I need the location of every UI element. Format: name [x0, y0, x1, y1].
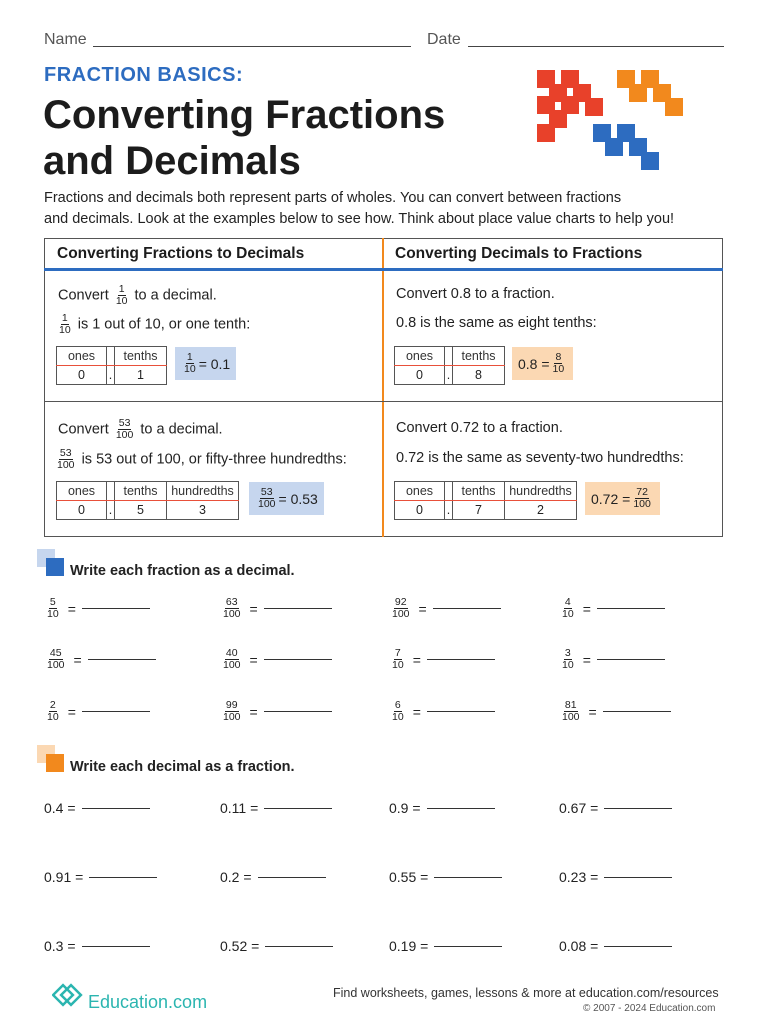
decimal-problem: [44, 938, 150, 954]
ex2-explain: [54, 448, 347, 471]
pv-dot: .: [445, 501, 453, 520]
title-line-1: Converting Fractions: [43, 93, 446, 137]
problem-eq: =: [582, 600, 591, 617]
answer-blank[interactable]: [597, 659, 665, 660]
ex2-explain-num: 53: [59, 447, 72, 459]
problem-den: 100: [392, 608, 410, 620]
pv-header: ones: [57, 482, 107, 501]
ex1-place-value-chart: [56, 346, 167, 385]
ex2-num: 53: [118, 417, 131, 429]
answer-blank[interactable]: [434, 877, 502, 878]
problem-num: 2: [49, 699, 56, 711]
section1-title: Write each fraction as a decimal.: [70, 563, 295, 579]
problem-text: 0.67 =: [559, 800, 599, 816]
problem-text: 0.2 =: [220, 869, 252, 885]
problem-fraction: [561, 597, 575, 620]
pv-value: 8: [453, 366, 505, 385]
problem-fraction: [222, 597, 242, 620]
problem-eq: =: [67, 600, 76, 617]
decimal-problem: [559, 800, 672, 816]
pv-value: 0: [395, 366, 445, 385]
intro-paragraph: [44, 188, 744, 230]
ex4-result-fraction: [632, 487, 652, 510]
ex3-explain: 0.8 is the same as eight tenths:: [396, 315, 597, 331]
ex3-result: [512, 347, 573, 380]
problem-fraction: [46, 648, 66, 671]
answer-blank[interactable]: [89, 877, 157, 878]
fraction-problem: [389, 597, 501, 620]
ex2-result-text: = 0.53: [278, 490, 318, 507]
problem-num: 3: [564, 647, 571, 659]
problem-num: 92: [394, 596, 407, 608]
problem-num: 45: [49, 647, 62, 659]
problem-eq: =: [249, 600, 258, 617]
ex3-result-den: 10: [552, 363, 565, 375]
problem-fraction: [222, 648, 242, 671]
ex1-result-den: 10: [184, 363, 196, 375]
answer-blank[interactable]: [603, 711, 671, 712]
pv-header: hundredths: [505, 482, 577, 501]
pv-value: 7: [453, 501, 505, 520]
pv-header: tenths: [453, 482, 505, 501]
answer-blank[interactable]: [264, 608, 332, 609]
problem-fraction: [46, 700, 60, 723]
answer-blank[interactable]: [604, 877, 672, 878]
problem-text: 0.91 =: [44, 869, 84, 885]
problem-num: 7: [394, 647, 401, 659]
pv-value: 0: [395, 501, 445, 520]
ex1-explain-fraction: [58, 313, 72, 336]
footer-brand[interactable]: Education.com: [88, 992, 208, 1012]
section2-title: Write each decimal as a fraction.: [70, 759, 295, 775]
row-divider: [44, 401, 723, 402]
problem-den: 100: [223, 659, 241, 671]
answer-blank[interactable]: [88, 659, 156, 660]
problem-den: 10: [562, 659, 574, 671]
fraction-problem: [559, 597, 665, 620]
decimal-problem: [389, 869, 502, 885]
fraction-problem: [559, 648, 665, 671]
ex4-result-num: 72: [636, 486, 648, 498]
decimal-problem: [559, 869, 672, 885]
left-heading: Converting Fractions to Decimals: [57, 245, 305, 262]
date-label: Date: [427, 31, 461, 48]
ex1-fraction: [115, 284, 129, 307]
decimal-problem: [389, 800, 495, 816]
name-label: Name: [44, 31, 87, 48]
problem-text: 0.23 =: [559, 869, 599, 885]
fraction-problem: [44, 648, 156, 671]
answer-blank[interactable]: [82, 711, 150, 712]
problem-text: 0.9 =: [389, 800, 421, 816]
page-title: [43, 92, 445, 184]
problem-text: 0.4 =: [44, 800, 76, 816]
section2-square-icon: [46, 754, 64, 772]
pv-value: 0: [57, 501, 107, 520]
problem-eq: =: [249, 651, 258, 668]
ex4-explain: 0.72 is the same as seventy-two hundredths:: [396, 450, 684, 466]
pv-value: 5: [115, 501, 167, 520]
problem-text: 0.55 =: [389, 869, 429, 885]
decimal-problem: [44, 800, 150, 816]
blocks-illustration-icon: [533, 68, 693, 174]
name-field[interactable]: [93, 46, 411, 47]
answer-blank[interactable]: [82, 608, 150, 609]
ex1-result-num: 1: [186, 351, 193, 363]
answer-blank[interactable]: [427, 711, 495, 712]
fraction-problem: [389, 648, 495, 671]
decimal-problem: [220, 800, 332, 816]
answer-blank[interactable]: [597, 608, 665, 609]
ex1-prompt: [58, 284, 217, 307]
ex4-result-den: 100: [633, 498, 651, 510]
ex1-explain: [56, 313, 250, 336]
pv-dot-cell: [445, 482, 453, 501]
pv-header: tenths: [115, 347, 167, 366]
ex1-explain-num: 1: [61, 312, 68, 324]
problem-den: 10: [47, 608, 59, 620]
fraction-problem: [220, 648, 332, 671]
fraction-problem: [44, 597, 150, 620]
ex1-num: 1: [118, 283, 125, 295]
section1-square-icon: [46, 558, 64, 576]
answer-blank[interactable]: [82, 946, 150, 947]
ex3-result-text: 0.8 =: [518, 355, 550, 372]
problem-num: 5: [49, 596, 56, 608]
problem-den: 100: [47, 659, 65, 671]
problem-fraction: [391, 648, 405, 671]
ex2-result-den: 100: [258, 498, 276, 510]
fraction-problem: [44, 700, 150, 723]
ex1-result-fraction: [183, 352, 197, 375]
fraction-problem: [559, 700, 671, 723]
problem-num: 63: [225, 596, 238, 608]
problem-eq: =: [67, 703, 76, 720]
problem-fraction: [391, 597, 411, 620]
problem-text: 0.3 =: [44, 938, 76, 954]
pv-header: hundredths: [167, 482, 239, 501]
ex4-result: [585, 482, 660, 515]
problem-num: 99: [225, 699, 238, 711]
answer-blank[interactable]: [604, 808, 672, 809]
ex1-explain-text: is 1 out of 10, or one tenth:: [77, 316, 251, 333]
ex1-den: 10: [115, 295, 128, 307]
ex2-result-num: 53: [260, 486, 273, 498]
answer-blank[interactable]: [265, 946, 333, 947]
left-heading-rule: [44, 268, 383, 271]
pv-header: tenths: [453, 347, 505, 366]
kicker: FRACTION BASICS:: [44, 64, 244, 86]
problem-den: 10: [392, 659, 404, 671]
ex2-place-value-chart: [56, 481, 239, 520]
ex2-convert-pre: Convert: [58, 421, 109, 438]
problem-den: 10: [562, 608, 574, 620]
fraction-problem: [220, 597, 332, 620]
answer-blank[interactable]: [433, 608, 501, 609]
answer-blank[interactable]: [258, 877, 326, 878]
problem-fraction: [561, 700, 581, 723]
problem-fraction: [561, 648, 575, 671]
ex2-result-fraction: [257, 487, 277, 510]
right-heading: Converting Decimals to Fractions: [395, 245, 643, 262]
pv-dot: .: [107, 366, 115, 385]
problem-den: 100: [223, 711, 241, 723]
problem-fraction: [222, 700, 242, 723]
problem-num: 6: [394, 699, 401, 711]
date-field[interactable]: [468, 46, 724, 47]
ex4-place-value-chart: [394, 481, 577, 520]
answer-blank[interactable]: [264, 659, 332, 660]
footer-copyright: © 2007 - 2024 Education.com: [583, 1003, 716, 1014]
ex2-explain-fraction: [56, 448, 76, 471]
problem-fraction: [46, 597, 60, 620]
ex3-result-fraction: [552, 352, 566, 375]
answer-blank[interactable]: [427, 659, 495, 660]
pv-header: ones: [395, 347, 445, 366]
answer-blank[interactable]: [427, 808, 495, 809]
decimal-problem: [220, 869, 326, 885]
ex3-prompt: Convert 0.8 to a fraction.: [396, 286, 555, 302]
ex2-convert-post: to a decimal.: [140, 421, 223, 438]
problem-eq: =: [249, 703, 258, 720]
pv-header: ones: [57, 347, 107, 366]
problem-eq: =: [588, 703, 597, 720]
ex2-explain-den: 100: [57, 459, 75, 471]
answer-blank[interactable]: [604, 946, 672, 947]
pv-dot: .: [445, 366, 453, 385]
intro-line-1: Fractions and decimals both represent parts of wholes. You can convert between fractions: [44, 190, 622, 206]
problem-num: 81: [564, 699, 577, 711]
problem-eq: =: [412, 651, 421, 668]
problem-num: 40: [225, 647, 238, 659]
ex4-result-text: 0.72 =: [591, 490, 631, 507]
problem-text: 0.52 =: [220, 938, 260, 954]
decimal-problem: [220, 938, 333, 954]
problem-eq: =: [582, 651, 591, 668]
problem-eq: =: [418, 600, 427, 617]
decimal-problem: [44, 869, 157, 885]
ex2-den: 100: [115, 429, 134, 441]
pv-value: 3: [167, 501, 239, 520]
ex2-explain-text: is 53 out of 100, or fifty-three hundredths:: [81, 451, 347, 468]
fraction-problem: [389, 700, 495, 723]
problem-fraction: [391, 700, 405, 723]
ex1-convert-post: to a decimal.: [134, 287, 217, 304]
answer-blank[interactable]: [434, 946, 502, 947]
ex1-result: [175, 347, 236, 380]
pv-header: ones: [395, 482, 445, 501]
problem-den: 100: [223, 608, 241, 620]
fraction-problem: [220, 700, 332, 723]
problem-text: 0.08 =: [559, 938, 599, 954]
right-heading-rule: [383, 268, 723, 271]
problem-text: 0.11 =: [220, 800, 259, 816]
decimal-problem: [389, 938, 502, 954]
title-line-2: and Decimals: [43, 139, 301, 183]
pv-dot-cell: [445, 347, 453, 366]
ex2-result: [249, 482, 324, 515]
pv-value: 0: [57, 366, 107, 385]
answer-blank[interactable]: [264, 808, 332, 809]
column-divider: [382, 238, 384, 537]
intro-line-2: and decimals. Look at the examples below to see how. Think about place value charts to help you!: [44, 211, 675, 227]
ex1-result-text: = 0.1: [198, 355, 231, 372]
answer-blank[interactable]: [264, 711, 332, 712]
ex2-fraction: [115, 418, 135, 441]
footer-resources[interactable]: Find worksheets, games, lessons & more at education.com/resources: [333, 986, 719, 1000]
problem-den: 100: [562, 711, 580, 723]
problem-den: 10: [47, 711, 59, 723]
decimal-problem: [559, 938, 672, 954]
pv-dot: .: [107, 501, 115, 520]
ex3-place-value-chart: [394, 346, 505, 385]
pv-value: 1: [115, 366, 167, 385]
ex1-convert-pre: Convert: [58, 287, 109, 304]
education-logo-icon: [52, 978, 86, 1012]
pv-header: tenths: [115, 482, 167, 501]
pv-dot-cell: [107, 347, 115, 366]
ex1-explain-den: 10: [59, 324, 71, 336]
pv-dot-cell: [107, 482, 115, 501]
problem-eq: =: [412, 703, 421, 720]
problem-num: 4: [564, 596, 571, 608]
problem-eq: =: [73, 651, 82, 668]
ex3-result-num: 8: [555, 351, 562, 363]
problem-den: 10: [392, 711, 404, 723]
ex2-prompt: [58, 418, 223, 441]
ex4-prompt: Convert 0.72 to a fraction.: [396, 420, 563, 436]
answer-blank[interactable]: [82, 808, 150, 809]
pv-value: 2: [505, 501, 577, 520]
problem-text: 0.19 =: [389, 938, 429, 954]
